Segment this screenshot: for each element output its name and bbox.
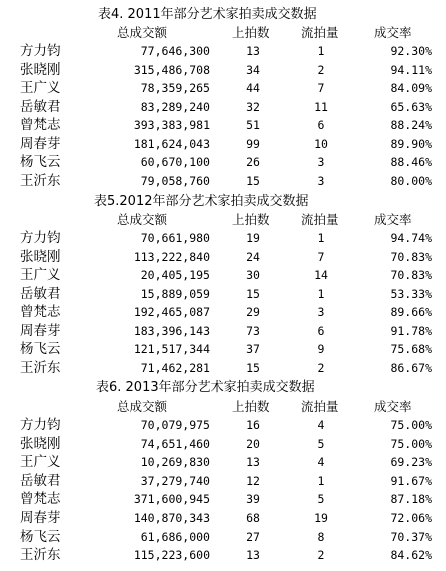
header-listed: 上拍数 <box>232 399 270 414</box>
sell-rate: 75.68% <box>390 342 432 356</box>
artist-name: 杨飞云 <box>20 528 61 545</box>
table-title: 表4. 2011年部分艺术家拍卖成交数据 <box>98 7 317 22</box>
unsold-count: 19 <box>314 511 328 525</box>
total-value: 71,462,281 <box>140 360 210 375</box>
listed-count: 29 <box>246 305 260 319</box>
sell-rate: 70.83% <box>390 268 432 282</box>
unsold-count: 3 <box>317 173 325 188</box>
total-value: 315,486,708 <box>133 62 210 77</box>
listed-count: 39 <box>246 492 260 507</box>
sell-rate: 94.11% <box>390 62 432 77</box>
listed-count: 16 <box>246 418 260 432</box>
header-rate: 成交率 <box>374 212 412 227</box>
listed-count: 44 <box>246 81 260 95</box>
table-row <box>0 100 446 117</box>
total-value: 393,383,981 <box>133 118 210 132</box>
total-value: 74,651,460 <box>140 436 210 451</box>
listed-count: 68 <box>246 511 260 525</box>
total-value: 10,269,830 <box>140 455 210 470</box>
artist-name: 王沂东 <box>20 547 61 564</box>
table-row <box>0 342 446 359</box>
artist-name: 曾梵志 <box>20 491 61 508</box>
sell-rate: 65.63% <box>390 99 432 114</box>
artist-name: 张晓刚 <box>20 61 61 78</box>
header-listed: 上拍数 <box>232 212 270 227</box>
total-value: 78,359,265 <box>140 81 210 95</box>
artist-name: 杨飞云 <box>20 154 61 170</box>
header-total: 总成交额 <box>117 399 168 414</box>
unsold-count: 2 <box>317 62 325 77</box>
sell-rate: 72.06% <box>390 511 432 525</box>
total-value: 192,465,087 <box>133 305 210 319</box>
unsold-count: 5 <box>317 436 325 451</box>
header-listed: 上拍数 <box>232 25 270 40</box>
sell-rate: 88.24% <box>390 118 432 132</box>
table-2011 <box>0 0 446 190</box>
total-value: 83,289,240 <box>140 99 210 114</box>
artist-name: 王广义 <box>20 267 61 283</box>
listed-count: 13 <box>246 455 260 470</box>
listed-count: 34 <box>246 62 260 77</box>
unsold-count: 1 <box>317 231 325 245</box>
unsold-count: 1 <box>317 473 325 488</box>
unsold-count: 1 <box>317 286 325 301</box>
table-title: 表6. 2013年部分艺术家拍卖成交数据 <box>96 380 315 395</box>
unsold-count: 14 <box>314 268 328 282</box>
sell-rate: 94.74% <box>390 231 432 245</box>
artist-name: 岳敏君 <box>20 472 61 489</box>
sell-rate: 86.67% <box>390 360 432 375</box>
unsold-count: 3 <box>317 155 325 169</box>
artist-name: 周春芽 <box>20 135 61 152</box>
unsold-count: 3 <box>317 305 325 319</box>
artist-name: 曾梵志 <box>20 304 61 320</box>
table-row <box>0 231 446 248</box>
table-row <box>0 137 446 154</box>
sell-rate: 89.90% <box>390 136 432 151</box>
unsold-count: 11 <box>314 99 328 114</box>
table-row <box>0 548 446 565</box>
total-value: 15,889,059 <box>140 286 210 301</box>
listed-count: 24 <box>246 249 260 264</box>
unsold-count: 9 <box>317 342 325 356</box>
table-row <box>0 174 446 191</box>
listed-count: 30 <box>246 268 260 282</box>
listed-count: 15 <box>246 173 260 188</box>
artist-name: 王广义 <box>20 454 61 471</box>
table-row <box>0 268 446 285</box>
total-value: 61,686,000 <box>140 529 210 544</box>
artist-name: 王广义 <box>20 80 61 96</box>
listed-count: 26 <box>246 155 260 169</box>
sell-rate: 70.83% <box>390 249 432 264</box>
sell-rate: 75.00% <box>390 418 432 432</box>
table-2013 <box>0 380 446 571</box>
table-title: 表5.2012年部分艺术家拍卖成交数据 <box>94 194 309 209</box>
header-unsold: 流拍量 <box>301 399 339 414</box>
table-row <box>0 361 446 378</box>
table-row <box>0 305 446 322</box>
artist-name: 张晓刚 <box>20 248 61 265</box>
listed-count: 37 <box>246 342 260 356</box>
table-row <box>0 474 446 491</box>
unsold-count: 4 <box>317 455 325 470</box>
listed-count: 13 <box>246 44 260 58</box>
table-row <box>0 250 446 267</box>
sell-rate: 69.23% <box>390 455 432 470</box>
unsold-count: 5 <box>317 492 325 507</box>
table-row <box>0 155 446 172</box>
unsold-count: 7 <box>317 249 325 264</box>
header-rate: 成交率 <box>374 399 412 414</box>
listed-count: 13 <box>246 548 260 563</box>
table-row <box>0 418 446 435</box>
table-row <box>0 44 446 61</box>
artist-name: 岳敏君 <box>20 285 61 302</box>
total-value: 121,517,344 <box>133 342 210 356</box>
artist-name: 方力钧 <box>20 417 61 433</box>
sell-rate: 87.18% <box>390 492 432 507</box>
total-value: 113,222,840 <box>133 249 210 264</box>
table-row <box>0 530 446 547</box>
listed-count: 19 <box>246 231 260 245</box>
total-value: 70,661,980 <box>140 231 210 245</box>
header-unsold: 流拍量 <box>301 25 339 40</box>
artist-name: 王沂东 <box>20 172 61 189</box>
sell-rate: 70.37% <box>390 529 432 544</box>
sell-rate: 91.67% <box>390 473 432 488</box>
listed-count: 51 <box>246 118 260 132</box>
sell-rate: 80.00% <box>390 173 432 188</box>
listed-count: 99 <box>246 136 260 151</box>
listed-count: 15 <box>246 360 260 375</box>
sell-rate: 53.33% <box>390 286 432 301</box>
table-row <box>0 511 446 528</box>
total-value: 70,079,975 <box>140 418 210 432</box>
total-value: 60,670,100 <box>140 155 210 169</box>
artist-name: 方力钧 <box>20 43 61 59</box>
listed-count: 73 <box>246 323 260 338</box>
listed-count: 27 <box>246 529 260 544</box>
unsold-count: 6 <box>317 323 325 338</box>
unsold-count: 6 <box>317 118 325 132</box>
table-2012 <box>0 190 446 380</box>
unsold-count: 2 <box>317 548 325 563</box>
header-unsold: 流拍量 <box>301 212 339 227</box>
sell-rate: 88.46% <box>390 155 432 169</box>
table-row <box>0 437 446 454</box>
header-rate: 成交率 <box>374 25 412 40</box>
table-row <box>0 118 446 135</box>
total-value: 181,624,043 <box>133 136 210 151</box>
header-total: 总成交额 <box>117 25 168 40</box>
total-value: 371,600,945 <box>133 492 210 507</box>
total-value: 115,223,600 <box>133 548 210 563</box>
artist-name: 周春芽 <box>20 322 61 339</box>
unsold-count: 7 <box>317 81 325 95</box>
total-value: 79,058,760 <box>140 173 210 188</box>
sell-rate: 84.62% <box>390 548 432 563</box>
artist-name: 杨飞云 <box>20 341 61 357</box>
unsold-count: 10 <box>314 136 328 151</box>
artist-name: 岳敏君 <box>20 98 61 115</box>
listed-count: 20 <box>246 436 260 451</box>
total-value: 140,870,343 <box>133 511 210 525</box>
table-row <box>0 81 446 98</box>
table-row <box>0 455 446 472</box>
listed-count: 15 <box>246 286 260 301</box>
total-value: 20,405,195 <box>140 268 210 282</box>
unsold-count: 1 <box>317 44 325 58</box>
unsold-count: 2 <box>317 360 325 375</box>
total-value: 77,646,300 <box>140 44 210 58</box>
table-row <box>0 492 446 509</box>
artist-name: 张晓刚 <box>20 435 61 452</box>
total-value: 183,396,143 <box>133 323 210 338</box>
table-row <box>0 63 446 80</box>
table-row <box>0 324 446 341</box>
unsold-count: 8 <box>317 529 325 544</box>
sell-rate: 84.09% <box>390 81 432 95</box>
header-total: 总成交额 <box>117 212 168 227</box>
artist-name: 王沂东 <box>20 359 61 376</box>
sell-rate: 92.30% <box>390 44 432 58</box>
artist-name: 周春芽 <box>20 510 61 526</box>
artist-name: 方力钧 <box>20 230 61 246</box>
table-row <box>0 287 446 304</box>
sell-rate: 89.66% <box>390 305 432 319</box>
unsold-count: 4 <box>317 418 325 432</box>
listed-count: 32 <box>246 99 260 114</box>
artist-name: 曾梵志 <box>20 117 61 133</box>
listed-count: 12 <box>246 473 260 488</box>
sell-rate: 75.00% <box>390 436 432 451</box>
total-value: 37,279,740 <box>140 473 210 488</box>
sell-rate: 91.78% <box>390 323 432 338</box>
